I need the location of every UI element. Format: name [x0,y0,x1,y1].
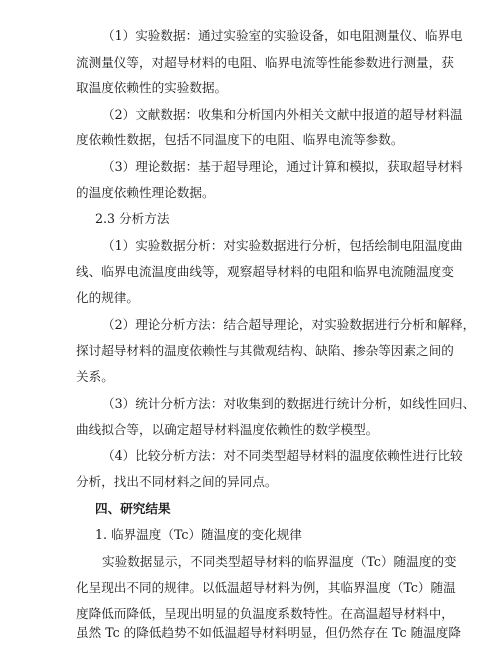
subsection-heading-tc-variation: 1. 临界温度（Tc）随温度的变化规律 [95,527,302,542]
paragraph-experimental-analysis-line-2: 线、临界电流温度曲线等，观察超导材料的电阻和临界电流随温度变 [76,264,454,279]
paragraph-experimental-analysis-line-1: （1）实验数据分析：对实验数据进行分析，包括绘制电阻温度曲 [102,238,463,253]
paragraph-comparative-analysis-line-2: 分析，找出不同材料之间的异同点。 [76,474,278,489]
paragraph-tc-results-line-4: 虽然 Tc 的降低趋势不如低温超导材料明显，但仍然存在 Tc 随温度降 [76,625,461,640]
paragraph-theoretical-data-line-2: 的温度依赖性理论数据。 [76,185,215,200]
paragraph-literature-data-line-2: 度依赖性数据，包括不同温度下的电阻、临界电流等参数。 [76,132,404,147]
paragraph-literature-data-line-1: （2）文献数据：收集和分析国内外相关文献中报道的超导材料温 [102,107,463,122]
paragraph-experimental-data-line-1: （1）实验数据：通过实验室的实验设备，如电阻测量仪、临界电 [102,28,463,43]
section-heading-research-results: 四、研究结果 [95,501,171,516]
paragraph-comparative-analysis-line-1: （4）比较分析方法：对不同类型超导材料的温度依赖性进行比较 [102,448,463,463]
paragraph-experimental-data-line-3: 取温度依赖性的实验数据。 [76,80,228,95]
paragraph-statistical-analysis-line-2: 曲线拟合等，以确定超导材料温度依赖性的数学模型。 [76,422,379,437]
paragraph-theoretical-analysis-line-3: 关系。 [76,369,114,384]
paragraph-experimental-analysis-line-3: 化的规律。 [76,290,139,305]
section-heading-analysis-methods: 2.3 分析方法 [95,211,170,226]
paragraph-theoretical-analysis-line-1: （2）理论分析方法：结合超导理论，对实验数据进行分析和解释， [102,317,476,332]
paragraph-experimental-data-line-2: 流测量仪等，对超导材料的电阻、临界电流等性能参数进行测量，获 [76,55,454,70]
paragraph-tc-results-line-1: 实验数据显示，不同类型超导材料的临界温度（Tc）随温度的变 [102,554,457,569]
paragraph-theoretical-data-line-1: （3）理论数据：基于超导理论，通过计算和模拟，获取超导材料 [102,159,463,174]
paragraph-tc-results-line-3: 度降低而降低，呈现出明显的负温度系数特性。在高温超导材料中， [76,606,454,621]
paragraph-statistical-analysis-line-1: （3）统计分析方法：对收集到的数据进行统计分析，如线性回归、 [102,396,476,411]
paragraph-theoretical-analysis-line-2: 探讨超导材料的温度依赖性与其微观结构、缺陷、掺杂等因素之间的 [76,343,454,358]
paragraph-tc-results-line-2: 化呈现出不同的规律。以低温超导材料为例，其临界温度（Tc）随温 [76,580,456,595]
